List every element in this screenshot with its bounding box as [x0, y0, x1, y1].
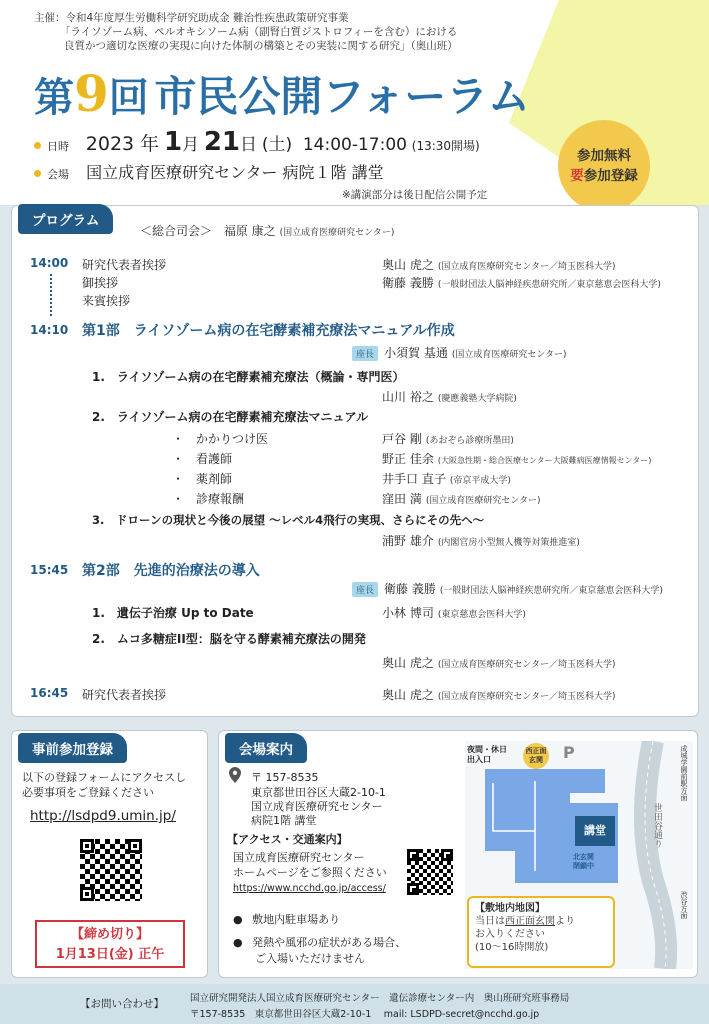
speaker-name: 山川 裕之	[382, 390, 434, 404]
venue-address: 国立成育医療研究センター	[251, 800, 383, 813]
speaker-affiliation: (一般財団法人脳神経疾患研究所／東京慈恵会医科大学)	[437, 280, 661, 290]
chair-row	[352, 344, 567, 361]
time-1410: 14:10	[30, 323, 69, 337]
speaker-name: 小林 博司	[382, 606, 434, 620]
title-pre: 第	[34, 74, 74, 121]
session-title: 2. ライソゾーム病の在宅酵素補充療法マニュアル	[92, 410, 369, 424]
sponsor-line: 主催：令和4年度厚生労働科学研究助成金 難治性疾患政策研究事業	[34, 12, 349, 24]
time-1645: 16:45	[30, 686, 69, 700]
speaker-affiliation: (国立成育医療研究センター／埼玉医科大学)	[437, 660, 616, 670]
map-info-box	[467, 896, 615, 968]
speaker-name: 浦野 雄介	[382, 534, 434, 548]
venue-address: 病院1階 講堂	[251, 814, 317, 827]
sponsor-line: 「ライソゾーム病、ペルオキシソーム病（副腎白質ジストロフィーを含む）における	[60, 26, 458, 38]
speaker-row	[382, 604, 526, 621]
qr-finder	[441, 849, 453, 861]
badge-line2: 参加登録	[583, 168, 638, 184]
bullet-icon	[34, 142, 41, 149]
date-open: (13:30開場)	[411, 139, 480, 153]
title-number: 9	[74, 64, 109, 123]
date-day-unit: 日	[240, 135, 258, 155]
sub-item: ・ 看護師	[172, 452, 233, 466]
access-text: ホームページをご参照ください	[233, 866, 387, 879]
speaker-affiliation: (国立成育医療研究センター／埼玉医科大学)	[437, 262, 616, 272]
map-info-text: より	[555, 916, 575, 927]
chair-label: 座長	[352, 582, 378, 597]
sponsor-block	[34, 11, 458, 53]
deadline-label: 【締め切り】	[70, 927, 149, 942]
badge-line1: 参加無料	[577, 148, 631, 164]
program-box	[11, 205, 699, 717]
chair-name: 衛藤 義勝	[384, 582, 436, 596]
open-item: 来賓挨拶	[82, 294, 131, 308]
free-registration-badge	[558, 120, 650, 212]
timeline-connector	[50, 274, 52, 316]
speaker-name: 戸谷 剛	[382, 432, 422, 446]
mc-label: ＜総合司会＞	[140, 224, 213, 238]
road-label: 世田谷通り	[652, 803, 662, 848]
contact-line: 〒157-8535 東京都世田谷区大蔵2-10-1 mail: LSDPD-secret@ncchd.go.jp	[190, 1009, 540, 1020]
session-title: 2. ムコ多糖症II型：脳を守る酵素補充療法の開発	[92, 632, 366, 646]
venue-label: 会場	[47, 168, 69, 181]
venue-line	[34, 160, 384, 183]
speaker-row	[382, 274, 661, 291]
deadline-date: 1月13日(金) 正午	[55, 947, 165, 962]
notice-text: ご入場いただけません	[255, 952, 365, 965]
time-1545: 15:45	[30, 563, 69, 577]
access-link[interactable]: https://www.ncchd.go.jp/access/	[233, 883, 386, 894]
registration-text: 必要事項をご登録ください	[22, 786, 154, 799]
west-entrance-label: 西正面 玄関	[523, 743, 549, 769]
speaker-row	[382, 470, 511, 487]
close-item: 研究代表者挨拶	[82, 688, 167, 702]
speaker-row	[382, 388, 517, 405]
mc-row	[140, 222, 394, 239]
date-line	[34, 127, 480, 157]
speaker-affiliation: (国立成育医療研究センター／埼玉医科大学)	[437, 692, 616, 702]
speaker-row	[382, 430, 514, 447]
qr-finder	[80, 887, 94, 901]
qr-finder	[80, 839, 94, 853]
notice-item: ● 敷地内駐車場あり	[233, 913, 341, 926]
road-label: 渋谷方面	[680, 891, 688, 919]
contact-line: 国立研究開発法人国立成育医療研究センター 遺伝診療センター内 奥山班研究班事務局	[190, 993, 570, 1004]
date-dow: (土)	[261, 135, 293, 155]
map-info-link: 西正面玄関	[505, 916, 555, 927]
chair-affiliation: (国立成育医療研究センター)	[451, 350, 567, 360]
open-item: 御挨拶	[82, 276, 119, 290]
sub-item: ・ 薬剤師	[172, 472, 233, 486]
footer	[0, 984, 709, 1024]
open-item: 研究代表者挨拶	[82, 258, 167, 272]
road-label: 成城学園前駅方面	[680, 745, 688, 801]
map-info-text: (10〜16時開放)	[475, 942, 549, 953]
map-info-text: 当日は	[475, 916, 505, 927]
speaker-name: 衛藤 義勝	[382, 276, 434, 290]
page-title	[34, 64, 530, 124]
notice-item: ● 発熱や風邪の症状がある場合、	[233, 936, 407, 949]
night-entrance-label: 夜間・休日 出入口	[467, 745, 507, 764]
session-title: 1. 遺伝子治療 Up to Date	[92, 606, 254, 620]
session-title: 3. ドローンの現状と今後の展望 〜レベル4飛行の実現、さらにその先へ〜	[92, 513, 485, 527]
time-1400: 14:00	[30, 256, 69, 270]
speaker-name: 奥山 虎之	[382, 258, 434, 272]
parking-icon: P	[563, 743, 575, 762]
speaker-name: 野正 佳余	[382, 452, 434, 466]
north-entrance-label: 北玄関 閉鎖中	[573, 853, 594, 870]
hall-label: 講堂	[575, 816, 615, 846]
notice-text: 発熱や風邪の症状がある場合、	[252, 936, 407, 949]
speaker-row	[382, 686, 616, 703]
speaker-row	[382, 532, 580, 549]
speaker-affiliation: (慶應義塾大学病院)	[437, 394, 517, 404]
session-title: 1. ライソゾーム病の在宅酵素補充療法（概論・専門医）	[92, 370, 405, 384]
qr-finder	[407, 849, 419, 861]
part1-title: 第1部 ライソゾーム病の在宅酵素補充療法マニュアル作成	[82, 323, 455, 339]
access-text: 国立成育医療研究センター	[233, 851, 365, 864]
qr-finder	[128, 839, 142, 853]
qr-finder	[407, 883, 419, 895]
date-month-unit: 月	[182, 135, 200, 155]
access-label: 【アクセス・交通案内】	[227, 833, 348, 846]
registration-qr-code[interactable]	[80, 839, 142, 901]
part2-title: 第2部 先進的治療法の導入	[82, 563, 260, 579]
speaker-row	[382, 490, 541, 507]
speaker-name: 奥山 虎之	[382, 656, 434, 670]
title-mid: 回	[108, 74, 149, 121]
program-tab: プログラム	[18, 204, 113, 234]
sub-item: ・ かかりつけ医	[172, 432, 269, 446]
deadline-box	[35, 920, 185, 968]
venue-zip: 〒 157-8535	[251, 771, 319, 784]
notice-text: 敷地内駐車場あり	[252, 913, 341, 926]
registration-text: 以下の登録フォームにアクセスし	[22, 771, 187, 784]
map-info-text: お入りください	[475, 929, 545, 940]
speaker-row	[382, 450, 651, 467]
chair-label: 座長	[352, 346, 378, 361]
mc-affiliation: (国立成育医療研究センター)	[279, 228, 395, 238]
registration-tab: 事前参加登録	[18, 733, 127, 763]
speaker-name: 奥山 虎之	[382, 688, 434, 702]
speaker-name: 井手口 直子	[382, 472, 446, 486]
speaker-affiliation: (内閣官房小型無人機等対策推進室)	[437, 538, 580, 548]
venue-name: 国立成育医療研究センター 病院１階 講堂	[86, 163, 384, 182]
sub-item: ・ 診療報酬	[172, 492, 245, 506]
chair-affiliation: (一般財団法人脳神経疾患研究所／東京慈恵会医科大学)	[439, 586, 663, 596]
speaker-row	[382, 256, 616, 273]
sponsor-line: 良質かつ適切な医療の実現に向けた体制の構築とその実装に関する研究」（奥山班）	[64, 40, 458, 52]
chair-row	[352, 580, 663, 597]
mc-name: 福原 康之	[223, 224, 276, 238]
site-map	[465, 741, 693, 969]
speaker-affiliation: (あおぞら診療所墨田)	[425, 436, 514, 446]
speaker-affiliation: (大阪急性期・総合医療センター大阪難病医療情報センター)	[437, 456, 652, 465]
access-qr-code[interactable]	[407, 849, 453, 895]
speaker-affiliation: (東京慈恵会医科大学)	[437, 610, 526, 620]
map-info-title: 【敷地内地図】	[475, 903, 545, 914]
date-day: 21	[203, 127, 241, 157]
speaker-affiliation: (国立成育医療研究センター)	[425, 496, 541, 506]
speaker-name: 窪田 満	[382, 492, 422, 506]
chair-name: 小須賀 基通	[384, 346, 448, 360]
date-year: 2023 年	[85, 133, 160, 155]
speaker-row	[382, 654, 616, 671]
title-main: 市民公開フォーラム	[154, 72, 530, 121]
venue-tab: 会場案内	[225, 733, 307, 763]
stream-note: ※講演部分は後日配信公開予定	[342, 189, 488, 201]
registration-link[interactable]: http://lsdpd9.umin.jp/	[30, 808, 176, 824]
date-month: 1	[163, 127, 183, 157]
date-label: 日時	[47, 140, 69, 153]
badge-required: 要	[570, 168, 584, 184]
contact-label: 【お問い合わせ】	[80, 998, 164, 1010]
bullet-icon	[34, 170, 41, 177]
location-pin-icon	[229, 767, 241, 783]
date-time: 14:00-17:00	[302, 135, 407, 155]
speaker-affiliation: (帝京平成大学)	[449, 476, 511, 486]
venue-address: 東京都世田谷区大蔵2-10-1	[251, 786, 386, 799]
